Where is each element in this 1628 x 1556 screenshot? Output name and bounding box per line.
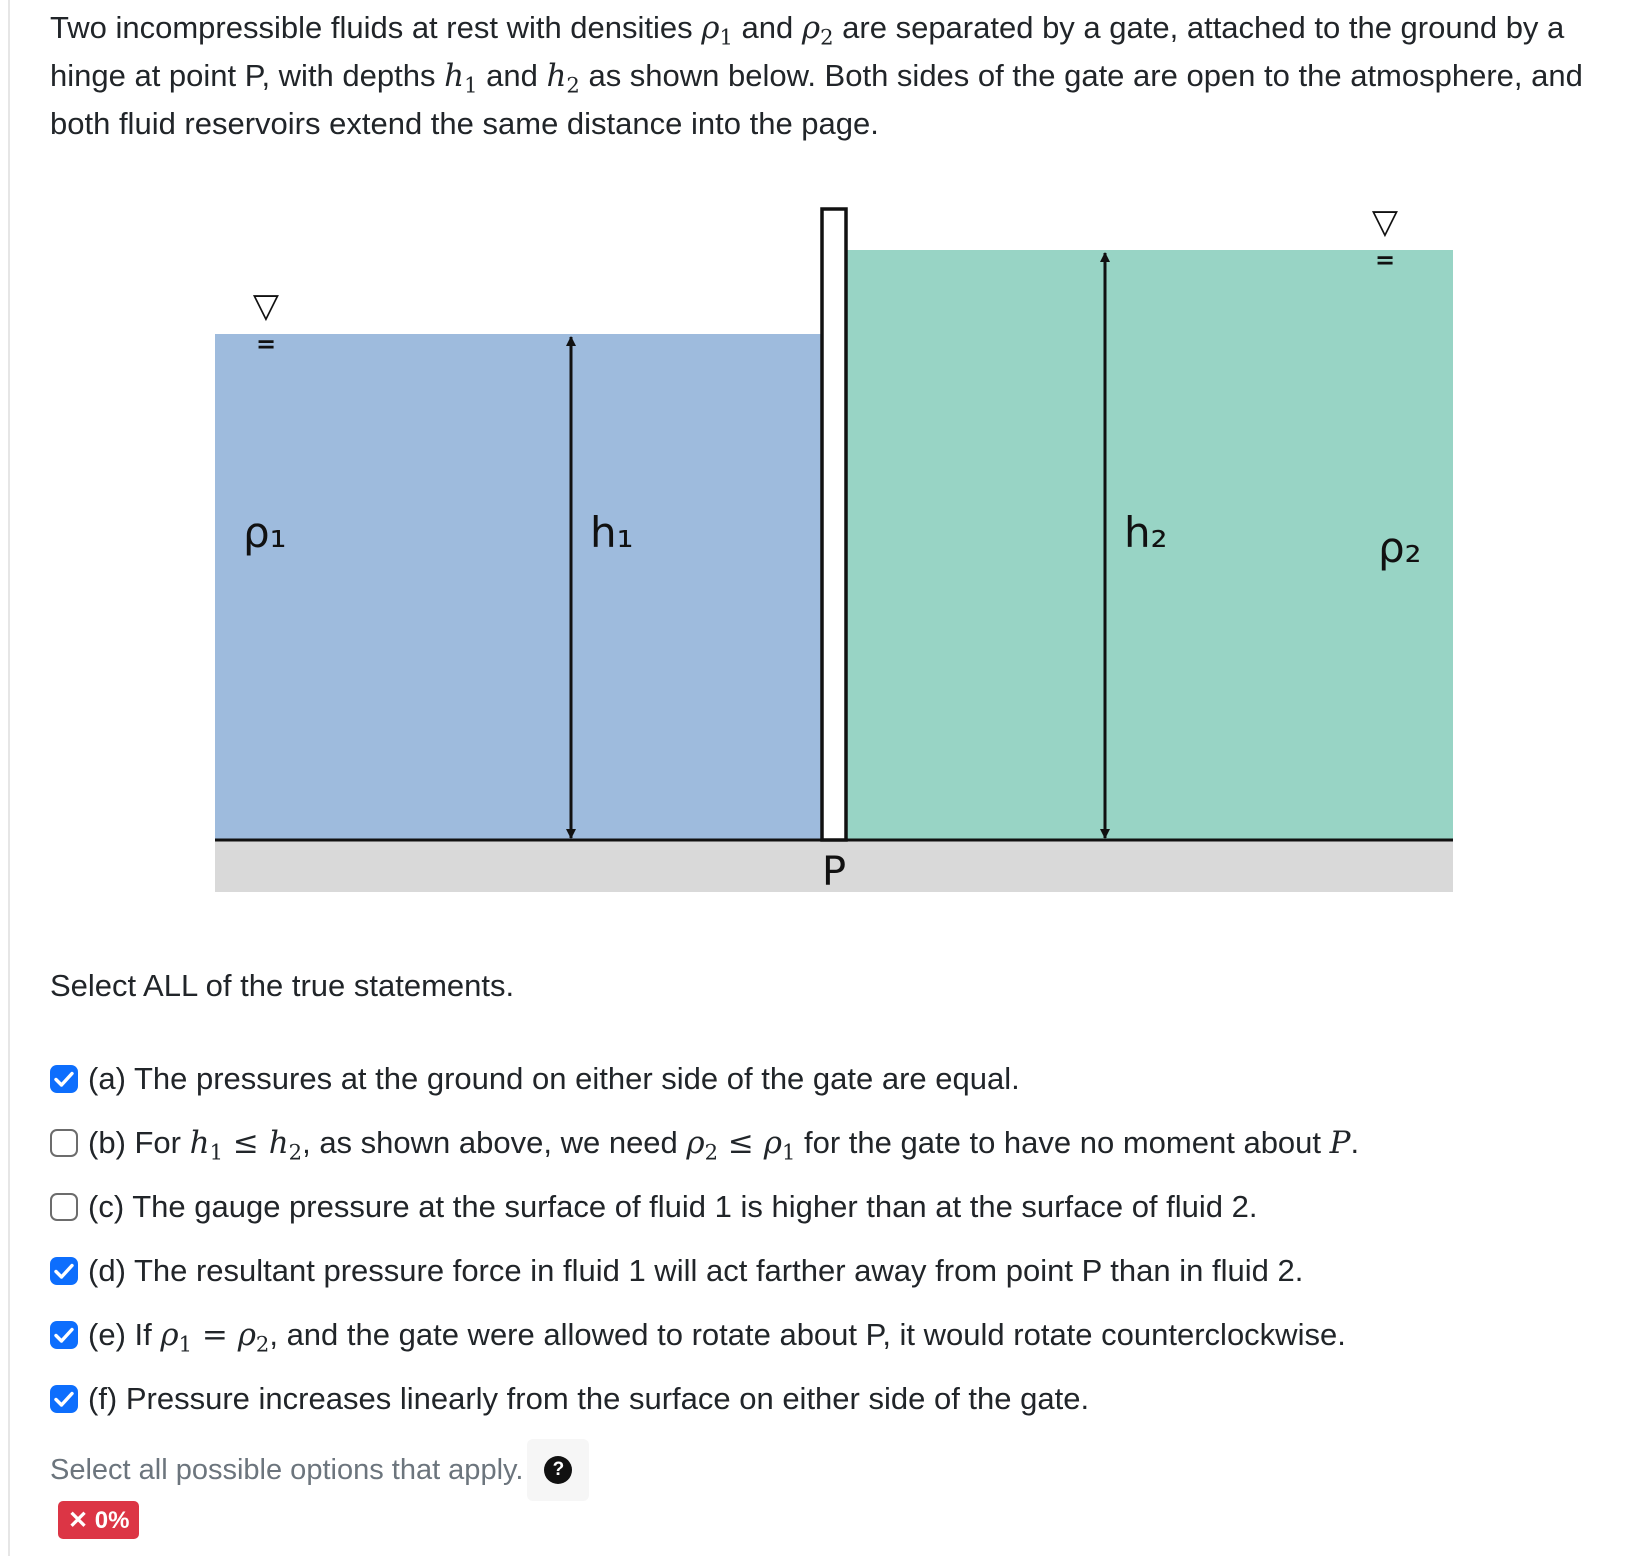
intro-text: as shown below. Both sides of the gate are open to the atmosphere, and both fluid reservoirs extend the same distance into the page. bbox=[50, 58, 1583, 141]
select-all-prompt: Select ALL of the true statements. bbox=[50, 968, 515, 1003]
question-intro bbox=[50, 4, 1610, 148]
free-surface-triangle-icon: ▽ bbox=[1371, 202, 1399, 242]
option-e-label: (e) If $\rho_1 = \rho_2$, and the gate were allowed to rotate about P, it would rotate counterclockwise. bbox=[88, 1317, 1346, 1357]
option-b[interactable] bbox=[50, 1121, 1359, 1165]
rho1-symbol: $\rho_1$ bbox=[701, 10, 733, 50]
free-surface-triangle-icon: ▽ bbox=[252, 286, 280, 326]
free-surface-lines-icon: = bbox=[255, 330, 277, 358]
fluid-1 bbox=[215, 334, 822, 840]
label-rho1: ρ₁ bbox=[243, 508, 287, 557]
intro-text: and bbox=[477, 58, 547, 93]
label-rho2: ρ₂ bbox=[1378, 523, 1422, 572]
intro-text: Two incompressible fluids at rest with densities bbox=[50, 10, 702, 45]
option-f-label: (f) Pressure increases linearly from the surface on either side of the gate. bbox=[88, 1381, 1090, 1416]
gate bbox=[822, 209, 846, 840]
score-badge: ✕ 0% bbox=[58, 1501, 139, 1539]
select-all-hint bbox=[50, 1439, 589, 1501]
option-f[interactable] bbox=[50, 1377, 1089, 1421]
option-d[interactable] bbox=[50, 1249, 1303, 1293]
question-mark-icon: ? bbox=[544, 1456, 572, 1484]
checkbox-checked-icon[interactable] bbox=[50, 1321, 78, 1349]
help-button[interactable] bbox=[527, 1439, 589, 1501]
checkbox-checked-icon[interactable] bbox=[50, 1065, 78, 1093]
h2-symbol: $h_2$ bbox=[546, 58, 580, 98]
label-h1: h₁ bbox=[590, 508, 634, 557]
checkbox-checked-icon[interactable] bbox=[50, 1385, 78, 1413]
checkbox-checked-icon[interactable] bbox=[50, 1257, 78, 1285]
option-d-label: (d) The resultant pressure force in fluid 1 will act farther away from point P than in fluid 2. bbox=[88, 1253, 1304, 1288]
checkbox-unchecked-icon[interactable] bbox=[50, 1129, 78, 1157]
h1-symbol: $h_1$ bbox=[444, 58, 478, 98]
checkbox-unchecked-icon[interactable] bbox=[50, 1193, 78, 1221]
intro-text: are separated by a gate, attached to the ground by a hinge at point P, with depths bbox=[50, 10, 1565, 93]
intro-text: and bbox=[732, 10, 802, 45]
option-b-label: (b) For $h_1 \le h_2$, as shown above, we need $\rho_2 \le \rho_1$ for the gate to have no moment about P. bbox=[88, 1125, 1360, 1165]
hint-text: Select all possible options that apply. bbox=[50, 1453, 524, 1486]
option-c[interactable] bbox=[50, 1185, 1258, 1229]
option-a-label: (a) The pressures at the ground on either side of the gate are equal. bbox=[88, 1061, 1020, 1096]
label-hinge-p: P bbox=[821, 849, 847, 895]
label-h2: h₂ bbox=[1124, 508, 1168, 557]
option-a[interactable] bbox=[50, 1057, 1020, 1101]
option-c-label: (c) The gauge pressure at the surface of fluid 1 is higher than at the surface of fluid 2. bbox=[88, 1189, 1258, 1224]
rho2-symbol: $\rho_2$ bbox=[801, 10, 834, 50]
gate-diagram bbox=[0, 195, 1628, 915]
free-surface-lines-icon: = bbox=[1374, 246, 1396, 274]
option-e[interactable] bbox=[50, 1313, 1346, 1357]
